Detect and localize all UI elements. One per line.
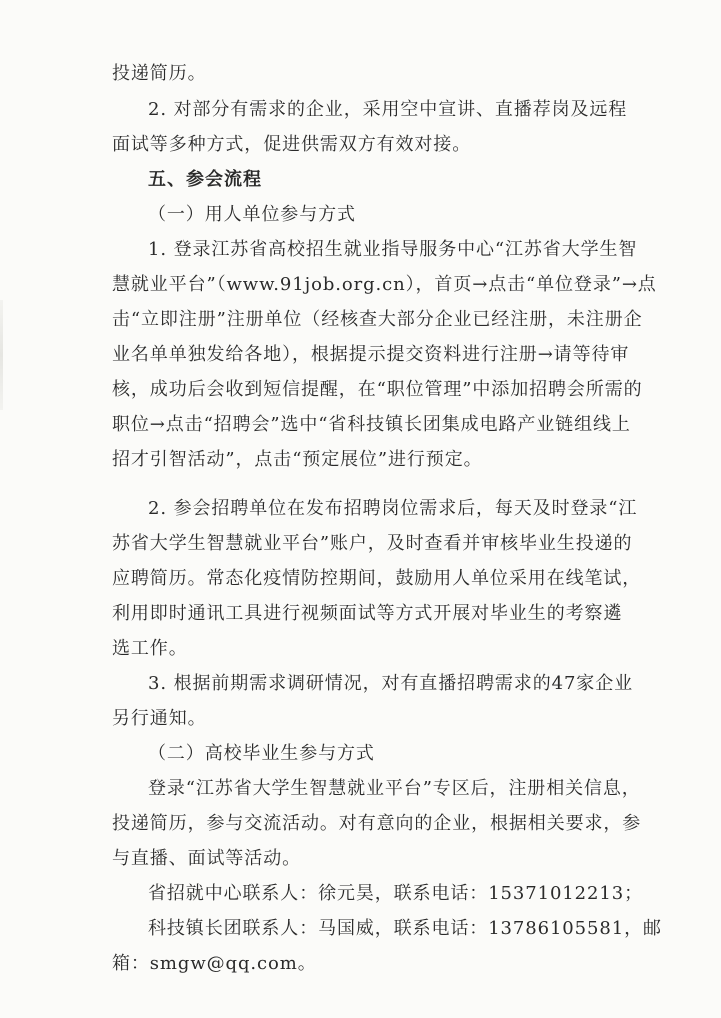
text-line: 2. 参会招聘单位在发布招聘岗位需求后，每天及时登录“江 (148, 498, 638, 519)
text-line: 1. 登录江苏省高校招生就业指导服务中心“江苏省大学生智 (148, 239, 638, 260)
contact-line: 箱：smgw@qq.com。 (112, 953, 317, 974)
text-line: 投递简历。 (112, 63, 207, 84)
section-heading: 五、参会流程 (148, 169, 262, 190)
text-line: 应聘简历。常态化疫情防控期间，鼓励用人单位采用在线笔试， (112, 568, 642, 589)
subsection-heading: （一）用人单位参与方式 (148, 204, 356, 225)
text-line: 核，成功后会收到短信提醒，在“职位管理”中添加招聘会所需的 (112, 379, 643, 400)
text-line: 选工作。 (112, 638, 188, 659)
text-line: 3. 根据前期需求调研情况，对有直播招聘需求的47家企业 (148, 673, 633, 694)
text-line: 2. 对部分有需求的企业，采用空中宣讲、直播荐岗及远程 (148, 99, 628, 120)
text-line: 击“立即注册”注册单位（经核查大部分企业已经注册，未注册企 (112, 309, 643, 330)
text-line: 另行通知。 (112, 708, 207, 729)
text-line: 慧就业平台”（www.91job.org.cn），首页→点击“单位登录”→点 (112, 274, 657, 295)
subsection-heading: （二）高校毕业生参与方式 (148, 743, 375, 764)
text-line: 登录“江苏省大学生智慧就业平台”专区后，注册相关信息， (148, 778, 641, 799)
text-line: 面试等多种方式，促进供需双方有效对接。 (112, 134, 472, 155)
text-line: 与直播、面试等活动。 (112, 848, 301, 869)
text-line: 苏省大学生智慧就业平台”账户，及时查看并审核毕业生投递的 (112, 533, 633, 554)
scan-edge-shadow (0, 300, 3, 410)
contact-line: 省招就中心联系人：徐元昊，联系电话：15371012213； (148, 883, 643, 904)
text-line: 职位→点击“招聘会”选中“省科技镇长团集成电路产业链组线上 (112, 414, 631, 435)
text-line: 投递简历，参与交流活动。对有意向的企业，根据相关要求，参 (112, 813, 642, 834)
text-line: 招才引智活动”，点击“预定展位”进行预定。 (112, 449, 483, 470)
text-line: 利用即时通讯工具进行视频面试等方式开展对毕业生的考察遴 (112, 603, 623, 624)
contact-line: 科技镇长团联系人：马国威，联系电话：13786105581，邮 (148, 918, 662, 939)
text-line: 业名单单独发给各地），根据提示提交资料进行注册→请等待审 (112, 344, 630, 365)
